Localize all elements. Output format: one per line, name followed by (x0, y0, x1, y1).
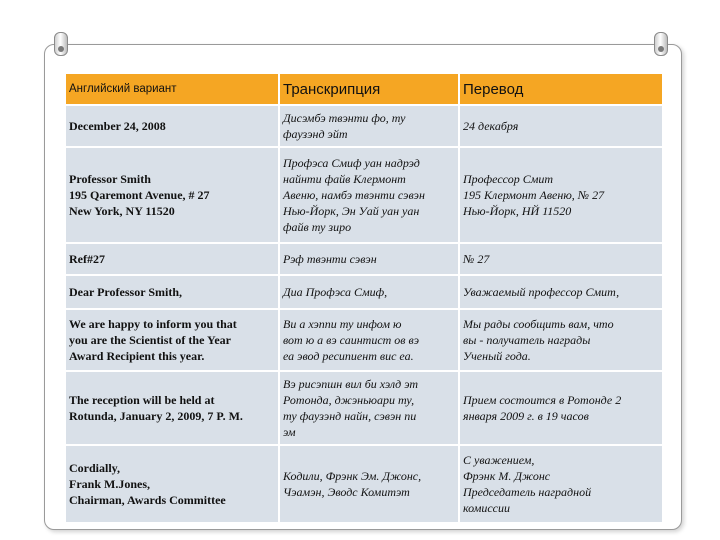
translation-cell: Профессор Смит 195 Клермонт Авеню, № 27 Нью-Йорк, НЙ 11520 (459, 147, 663, 243)
english-cell: Professor Smith 195 Qaremont Avenue, # 27 New York, NY 11520 (65, 147, 279, 243)
translation-cell: Прием состоится в Ротонде 2 января 2009 г. в 19 часов (459, 371, 663, 445)
transcription-cell: Дисэмбэ твэнти фо, ту фаузэнд эйт (279, 105, 459, 147)
table-row (65, 147, 663, 243)
transcription-cell: Профэса Смиф уан надрэд найнти файв Клермонт Авеню, намбэ твэнти сэвэн Нью-Йорк, Эн Уай уан уан файв ту зиро (279, 147, 459, 243)
english-cell: Ref#27 (65, 243, 279, 275)
table-row (65, 275, 663, 309)
translation-cell: С уважением, Фрэнк М. Джонс Председатель наградной комиссии (459, 445, 663, 523)
translation-cell: Мы рады сообщить вам, что вы - получатель награды Ученый года. (459, 309, 663, 371)
binder-ring-icon (54, 32, 68, 56)
english-cell: We are happy to inform you that you are the Scientist of the Year Award Recipient this year. (65, 309, 279, 371)
binder-ring-icon (654, 32, 668, 56)
transcription-cell: Вэ рисэпшн вил би хэлд эт Ротонда, джэньюари ту, ту фаузэнд найн, сэвэн пи эм (279, 371, 459, 445)
header-english: Английский вариант (65, 73, 279, 105)
translation-cell: 24 декабря (459, 105, 663, 147)
translation-cell: Уважаемый профессор Смит, (459, 275, 663, 309)
english-cell: December 24, 2008 (65, 105, 279, 147)
table-row (65, 445, 663, 523)
table-row (65, 371, 663, 445)
header-row (65, 73, 663, 105)
header-translation: Перевод (459, 73, 663, 105)
letter-translation-table (64, 72, 664, 524)
translation-cell: № 27 (459, 243, 663, 275)
english-cell: Cordially, Frank M.Jones, Chairman, Awards Committee (65, 445, 279, 523)
header-transcription: Транскрипция (279, 73, 459, 105)
english-cell: The reception will be held at Rotunda, January 2, 2009, 7 P. M. (65, 371, 279, 445)
table-row (65, 243, 663, 275)
table-row (65, 105, 663, 147)
english-cell: Dear Professor Smith, (65, 275, 279, 309)
transcription-cell: Рэф твэнти сэвэн (279, 243, 459, 275)
transcription-cell: Ви а хэппи ту инфом ю вот ю а вэ саинтист ов вэ еа эвод ресипиент вис еа. (279, 309, 459, 371)
transcription-cell: Кодили, Фрэнк Эм. Джонс, Чэамэн, Эводс Комитэт (279, 445, 459, 523)
table-row (65, 309, 663, 371)
transcription-cell: Диа Профэса Смиф, (279, 275, 459, 309)
